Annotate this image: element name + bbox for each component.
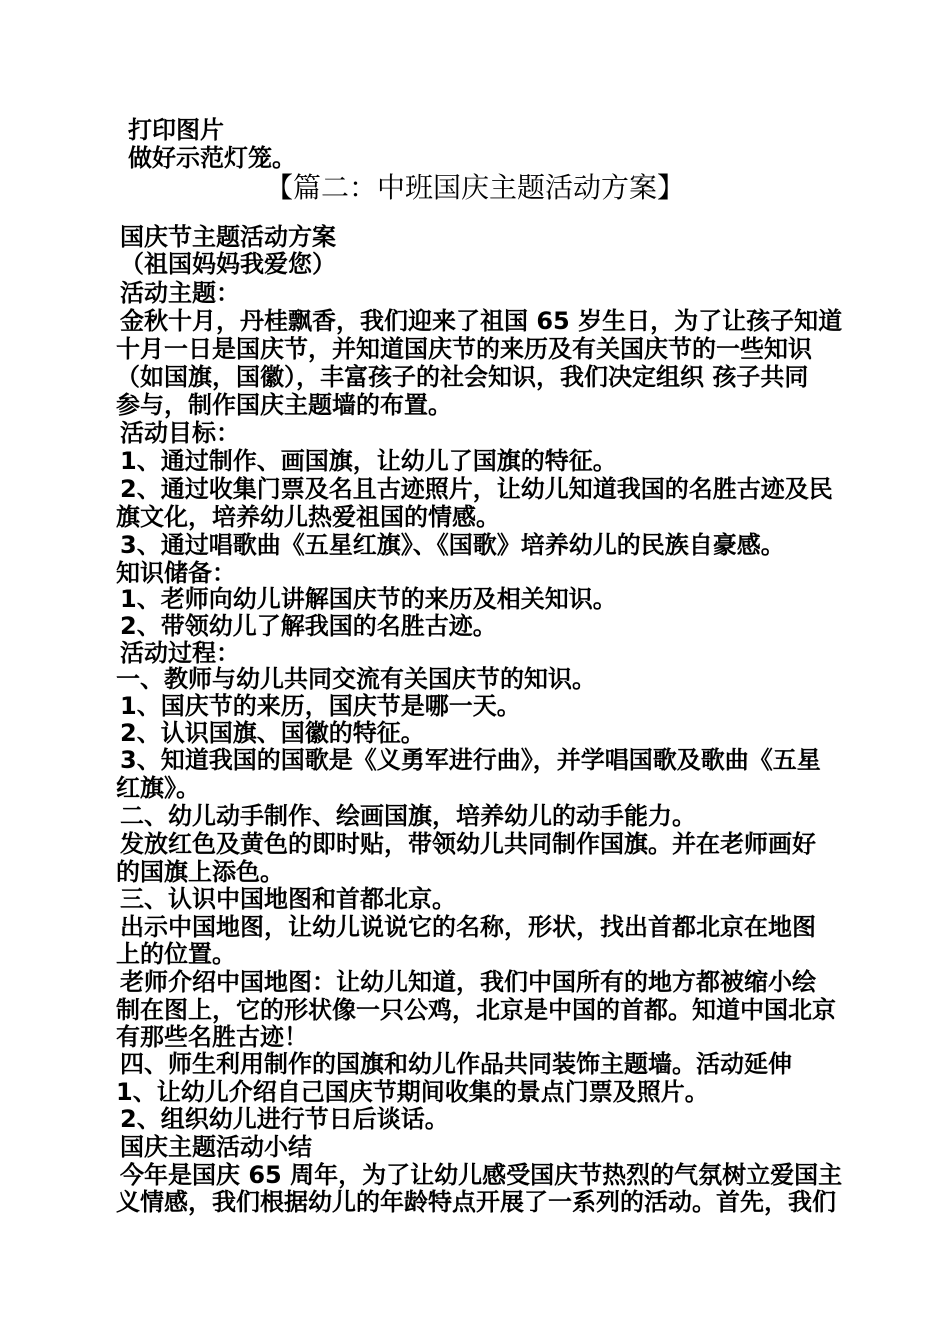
text-line: 义情感，我们根据幼儿的年龄特点开展了一系列的活动。首先，我们 <box>116 1188 836 1216</box>
text-line: 发放红色及黄色的即时贴，带领幼儿共同制作国旗。并在老师画好 <box>120 830 816 858</box>
text-line: 红旗》。 <box>116 774 200 802</box>
text-line: 2、带领幼儿了解我国的名胜古迹。 <box>120 612 497 640</box>
text-line: （祖国妈妈我爱您） <box>120 250 336 278</box>
text-line: 1、国庆节的来历，国庆节是哪一天。 <box>120 692 521 720</box>
text-line: 的国旗上添色。 <box>116 858 284 886</box>
text-line: 1、让幼儿介绍自己国庆节期间收集的景点门票及照片。 <box>116 1078 709 1106</box>
text-line: 金秋十月，丹桂飘香，我们迎来了祖国 65 岁生日，为了让孩子知道 <box>120 307 843 335</box>
text-line: 1、通过制作、画国旗，让幼儿了国旗的特征。 <box>120 447 617 475</box>
text-line: 一、教师与幼儿共同交流有关国庆节的知识。 <box>116 665 596 693</box>
text-line: 知识储备： <box>116 559 236 587</box>
text-line: 出示中国地图，让幼儿说说它的名称，形状，找出首都北京在地图 <box>120 913 816 941</box>
text-line: 有那些名胜古迹！ <box>116 1023 308 1051</box>
text-line: 上的位置。 <box>116 940 236 968</box>
text-line: 老师介绍中国地图：让幼儿知道，我们中国所有的地方都被缩小绘 <box>120 968 816 996</box>
text-line: 国庆主题活动小结 <box>120 1133 312 1161</box>
text-line: 打印图片 <box>128 116 224 144</box>
text-line: 2、认识国旗、国徽的特征。 <box>120 719 425 747</box>
text-line: 2、组织幼儿进行节日后谈话。 <box>120 1105 449 1133</box>
text-line: 三、认识中国地图和首都北京。 <box>120 885 456 913</box>
section-heading: 【篇二：中班国庆主题活动方案】 <box>264 171 685 204</box>
text-line: 制在图上，它的形状像一只公鸡，北京是中国的首都。知道中国北京 <box>116 996 836 1024</box>
text-line: 3、通过唱歌曲《五星红旗》、《国歌》培养幼儿的民族自豪感。 <box>120 531 785 559</box>
text-line: 二、幼儿动手制作、绘画国旗，培养幼儿的动手能力。 <box>120 802 696 830</box>
text-line: 参与，制作国庆主题墙的布置。 <box>116 391 452 419</box>
text-line: 十月一日是国庆节，并知道国庆节的来历及有关国庆节的一些知识 <box>116 335 812 363</box>
text-line: 3、知道我国的国歌是《义勇军进行曲》，并学唱国歌及歌曲《五星 <box>120 746 821 774</box>
text-line: 2、通过收集门票及名且古迹照片，让幼儿知道我国的名胜古迹及民 <box>120 475 833 503</box>
text-line: 做好示范灯笼。 <box>128 144 296 172</box>
text-line: 1、老师向幼儿讲解国庆节的来历及相关知识。 <box>120 585 617 613</box>
text-line: 旗文化，培养幼儿热爱祖国的情感。 <box>116 503 500 531</box>
text-line: 活动目标： <box>120 419 240 447</box>
text-line: 四、师生利用制作的国旗和幼儿作品共同装饰主题墙。活动延伸 <box>120 1050 792 1078</box>
text-line: （如国旗，国徽），丰富孩子的社会知识，我们决定组织 孩子共同 <box>116 363 809 391</box>
text-line: 国庆节主题活动方案 <box>120 223 336 251</box>
text-line: 活动过程： <box>120 639 240 667</box>
text-line: 活动主题： <box>120 279 240 307</box>
text-line: 今年是国庆 65 周年，为了让幼儿感受国庆节热烈的气氛树立爱国主 <box>120 1161 843 1189</box>
